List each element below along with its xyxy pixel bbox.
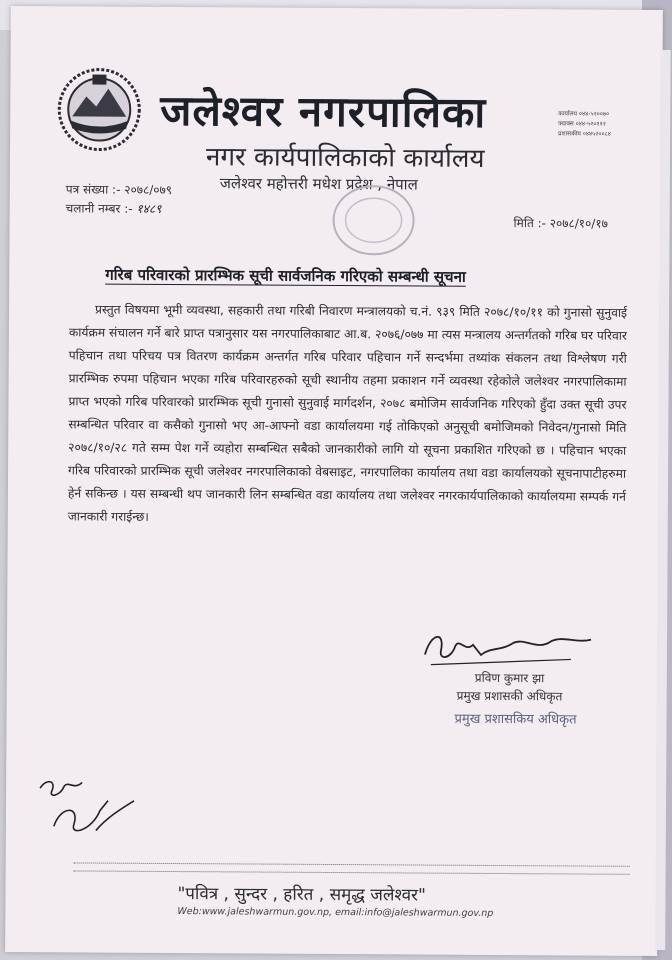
letter-number-label: पत्र संख्या :- (65, 182, 121, 197)
faded-office-seal (327, 178, 420, 263)
notice-body: प्रस्तुत विषयमा भूमी व्यवस्था, सहकारी तथा गरिबी निवारण मन्त्रालयको च.नं. ९३९ मिति २०७८/१०/११ को गुनासो सुनुवाई कार्यक्रम संचालन गर्ने बारे प्राप्त पत्रानुसार यस नगरपालिकाबाट आ.ब. २०७६/०७७ मा त्यस मन्त्रालय अन्तर्गतको गरिब घर परिवार पहिचान तथा परिचय पत्र वितरण कार्यक्रम अन्तर्गत गरिब परिवार पहिचान गर्ने सन्दर्भमा तथ्यांक संकलन तथा विश्लेषण गरी प्रारम्भिक रुपमा पहिचान भएका गरिब परिवारहरुको सूची स्थानीय तहमा प्रकाशन गर्ने व्यवस्था रहेकोले जलेश्वर नगरपालिकामा प्राप्त भएको गरिब परिवारको प्रारम्भिक सूची गुनासो सुनुवाई मार्गदर्शन, २०७८ बमोजिम सार्वजनिक गरिएको हुँदा उक्त सूची उपर सम्बन्धित परिवार वा कसैको गुनासो भए आ-आफ्नो वडा कार्यालयमा गई तोकिएको अनुसूची बमोजिमको निवेदन/गुनासो मिति २०७८/१०/२८ गते सम्म पेश गर्ने व्यहोरा सम्बन्धित सबैको जानकारीको लागि यो सूचना प्रकाशित गरिएको छ । पहिचान भएका गरिब परिवारको प्रारम्भिक सूची जलेश्वर नगरपालिकाको वेबसाइट, नगरपालिका कार्यालय तथा वडा कार्यालयको सूचनापाटीहरुमा हेर्न सकिन्छ । यस सम्बन्धी थप जानकारी लिन सम्बन्धित वडा कार्यालय तथा जलेश्वर नगरकार्यपालिकाको कार्यालयमा सम्पर्क गर्न जानकारी गराईन्छ। (67, 302, 628, 524)
contact-line: कार्यालय ०४४-५२००७० (558, 110, 610, 118)
contact-line: फ्याक्स ०४४-५२०११२ (558, 120, 606, 128)
dispatch-number-value: १४८९ (136, 201, 162, 216)
municipality-name: जलेश्वर नगरपालिका (160, 85, 487, 137)
officer-name: प्रविण कुमार झा (474, 670, 545, 686)
officer-role: प्रमुख प्रशासकी अधिकृत (456, 688, 563, 704)
dispatch-number-label: चलानी नम्बर :- (65, 201, 133, 216)
notice-letter (5, 6, 663, 956)
contact-block (558, 109, 611, 139)
footer-contact: Web:www.jaleshwarmun.gov.np, email:info@jaleshwarmun.gov.np (177, 906, 494, 919)
office-name: नगर कार्यपालिकाको कार्यालय (205, 142, 485, 174)
officer-signature (421, 625, 597, 674)
date-label: मिति :- (513, 216, 547, 231)
footer-slogan: "पवित्र , सुन्दर , हरित , समृद्ध जलेश्वर" (177, 884, 426, 906)
notice-subject: गरिब परिवारको प्रारम्भिक सूची सार्वजनिक गरिएको सम्बन्धी सूचना (105, 265, 466, 286)
officer-stamp: प्रमुख प्रशासकिय अधिकृत (454, 711, 577, 728)
contact-line: प्रशासकीय ०४४५२००८४ (558, 130, 611, 138)
handwritten-initials (34, 770, 144, 851)
footer-divider (74, 862, 630, 874)
date-value: २०७८/१०/१७ (549, 216, 608, 231)
reference-block (66, 180, 172, 219)
date-row (514, 214, 608, 232)
office-address: जलेश्वर महोत्तरी मधेश प्रदेश , नेपाल (219, 174, 418, 194)
municipality-emblem-icon (56, 66, 143, 153)
letter-number-value: २०७८/०७९ (124, 182, 173, 198)
letter-number-row (66, 180, 172, 200)
dispatch-number-row (66, 199, 172, 219)
